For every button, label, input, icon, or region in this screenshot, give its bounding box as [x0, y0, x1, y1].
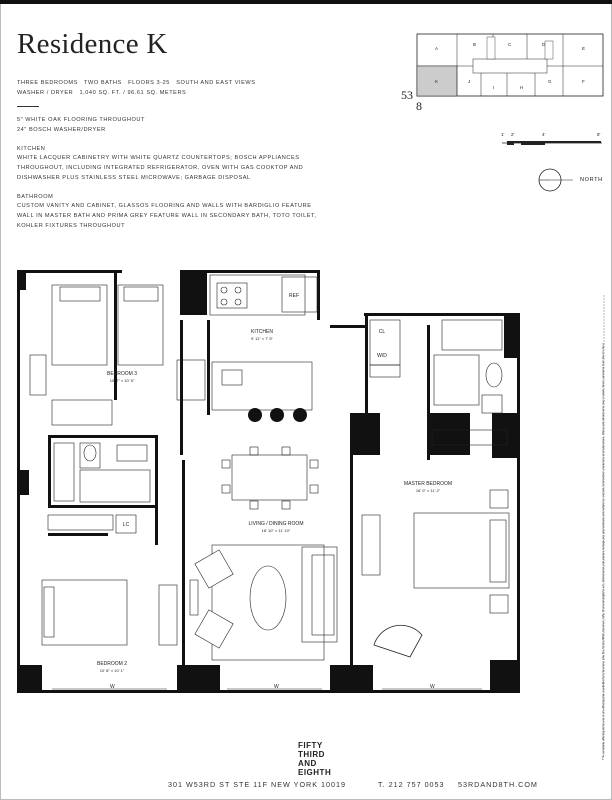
- bedroom2-dimensions: 10' 8" × 10' 1": [99, 668, 125, 673]
- key-unit-a: A: [435, 46, 439, 51]
- key-unit-f: F: [582, 79, 585, 84]
- bedroom3-furniture: [30, 285, 163, 425]
- key-unit-b: B: [473, 42, 477, 47]
- key-unit-e: E: [582, 46, 586, 51]
- feature-washer: 24" BOSCH WASHER/DRYER: [17, 127, 106, 133]
- kitchen-description: [17, 153, 337, 183]
- bedroom2-furniture: [42, 580, 177, 645]
- key-unit-d: D: [542, 42, 546, 47]
- floor-plan: [12, 265, 532, 697]
- living-dimensions: 18' 10" × 11' 10": [261, 528, 291, 533]
- street-53-label: 53: [401, 88, 413, 102]
- ref-label: REF: [289, 293, 299, 299]
- bedroom3-label: BEDROOM 3: [106, 371, 138, 377]
- residence-summary: [17, 78, 377, 98]
- page-title: Residence K: [17, 28, 168, 60]
- bathroom-line-3: KOHLER FIXTURES THROUGHOUT: [17, 223, 126, 229]
- street-8-label: 8: [416, 99, 422, 113]
- key-unit-g: G: [548, 79, 552, 84]
- window-mark-bedroom2: W: [110, 684, 115, 690]
- footer-address: 301 W53RD ST STE 11F NEW YORK 10019: [168, 780, 347, 789]
- bathroom-line-1: CUSTOM VANITY AND CABINET, GLASSOS FLOORING AND WALLS WITH BARDIGLIO FEATURE: [17, 203, 312, 209]
- key-unit-i: I: [493, 85, 495, 90]
- key-unit-j: J: [468, 79, 471, 84]
- scale-tick-4: 4': [542, 132, 546, 137]
- living-label: LIVING / DINING ROOM: [248, 521, 304, 527]
- secondary-bath: [54, 443, 150, 502]
- lounge-chair: [374, 625, 422, 657]
- bedroom3-dimensions: 10' 7" × 10' 5": [109, 378, 135, 383]
- disclaimer-block: [598, 240, 608, 760]
- window-mark-master: W: [430, 684, 435, 690]
- key-unit-c: C: [508, 42, 512, 47]
- key-core: [473, 59, 547, 73]
- logo-line-3: AND: [298, 759, 317, 768]
- cl-label: CL: [378, 329, 386, 335]
- north-label: NORTH: [580, 177, 603, 183]
- kitchen-heading: KITCHEN: [17, 146, 46, 152]
- features-list: [17, 115, 377, 135]
- master-bedroom-furniture: [362, 490, 509, 613]
- key-unit-h: H: [520, 85, 524, 90]
- kitchen-line-3: DISHWASHER PLUS STAINLESS STEEL MICROWAVE; GARBAGE DISPOSAL: [17, 175, 251, 181]
- window-mark-living: W: [274, 684, 279, 690]
- bathroom-heading: BATHROOM: [17, 194, 54, 200]
- kitchen-dimensions: 9' 11" × 7' 5": [251, 336, 273, 341]
- lc-label: LC: [122, 522, 130, 528]
- logo-line-2: THIRD: [298, 750, 325, 759]
- wd-label: W/D: [377, 353, 387, 359]
- armchairs: [195, 550, 233, 648]
- feature-flooring: 5" WHITE OAK FLOORING THROUGHOUT: [17, 117, 145, 123]
- building-logo: [298, 741, 331, 777]
- summary-line-2: WASHER / DRYER 1,040 SQ. FT. / 96.61 SQ. METERS: [17, 90, 187, 96]
- divider-rule: [17, 106, 39, 107]
- kitchen-line-1: WHITE LACQUER CABINETRY WITH WHITE QUARTZ COUNTERTOPS; BOSCH APPLIANCES: [17, 155, 300, 161]
- scale-tick-8: 8': [597, 132, 601, 137]
- scale-bar: [492, 128, 604, 150]
- kitchen-line-2: THROUGHOUT, INCLUDING INTEGRATED REFRIGERATOR, OVEN WITH GAS COOKTOP AND: [17, 165, 304, 171]
- bedroom2-label: BEDROOM 2: [96, 661, 128, 667]
- master-label: MASTER BEDROOM: [403, 481, 453, 487]
- summary-line-1: THREE BEDROOMS TWO BATHS FLOORS 3-25 SOUTH AND EAST VIEWS: [17, 80, 256, 86]
- logo-line-1: FIFTY: [298, 741, 323, 750]
- north-indicator: [536, 166, 612, 196]
- key-plan: [415, 33, 605, 97]
- scale-tick-2: 2': [511, 132, 515, 137]
- footer-phone: T. 212 757 0053: [378, 780, 445, 789]
- scale-tick-1: 1': [501, 132, 505, 137]
- kitchen-label: KITCHEN: [251, 329, 273, 335]
- logo-line-4: EIGHTH: [298, 768, 332, 777]
- bathroom-description: [17, 201, 337, 231]
- master-dimensions: 16' 0" × 11' 2": [415, 488, 441, 493]
- footer-website[interactable]: 53RDAND8TH.COM: [458, 780, 538, 789]
- disclaimer-text: The complete offering terms are in an offering plan available from Sponsor. File No. CD12-0089. Sponsor: Fifty Third and Eighth LLC. Dimensions and square footage are approximate and subject to normal construction variances and tolerances. Plans and dimensions may contain minor variations from floor to floor.: [601, 342, 605, 760]
- top-bar: [0, 0, 612, 4]
- key-unit-k: K: [435, 79, 439, 84]
- bar-stools: [248, 408, 307, 422]
- bathroom-line-2: WALL IN MASTER BATH AND PRIMA GREY FEATURE WALL IN SECONDARY BATH, TOTO TOILET,: [17, 213, 317, 219]
